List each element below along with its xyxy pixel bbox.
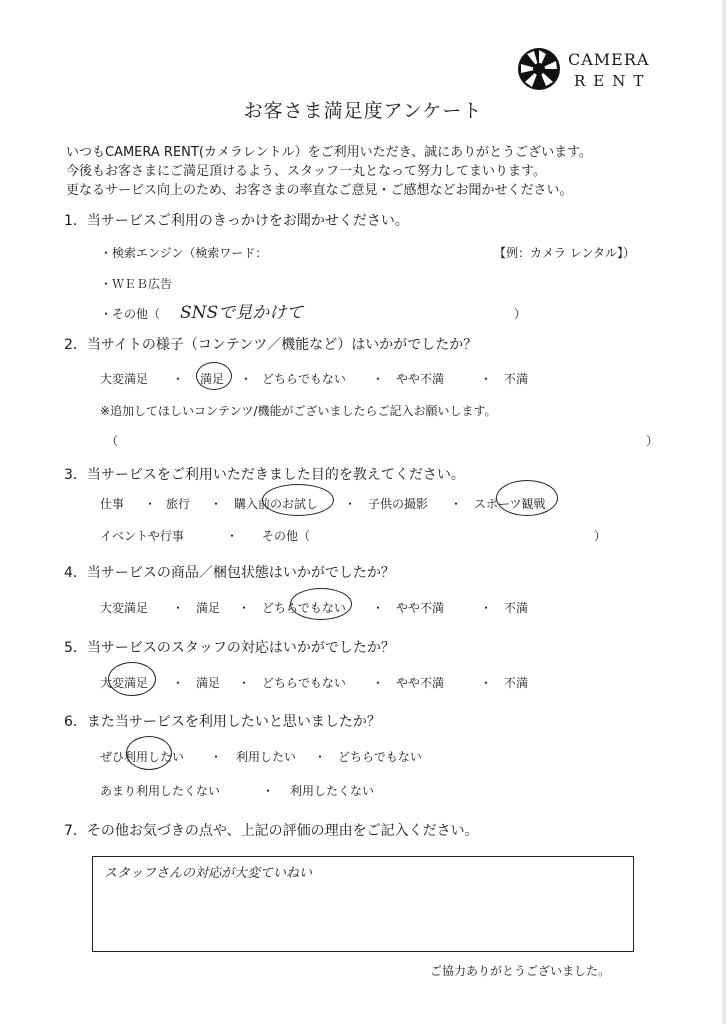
separator: ・	[144, 497, 157, 511]
q6-opt-would-use: 利用したい	[236, 750, 297, 764]
q6-opt-would-not: 利用したくない	[290, 784, 375, 798]
q1-option-search: ・検索エンジン（検索ワード：	[100, 246, 268, 260]
q6-opt-definitely: ぜひ利用したい	[100, 750, 185, 764]
separator: ・	[172, 601, 185, 615]
separator: ・	[226, 529, 239, 543]
intro-line-2: 今後もお客さまにご満足頂けるよう、スタッフ一丸となって努力してまいります。	[66, 164, 546, 179]
separator: ・	[172, 676, 185, 690]
q2-opt-dissatisfied: 不満	[504, 372, 529, 386]
q1-handwritten-answer: SNSで見かけて	[180, 303, 304, 323]
q5-opt-very-satisfied: 大変満足	[100, 676, 149, 690]
q3-opt-events: イベントや行事	[100, 529, 185, 543]
separator: ・	[210, 497, 223, 511]
separator: ・	[372, 601, 385, 615]
q6-question: 6．また当サービスを利用したいと思いましたか？	[64, 714, 381, 730]
q2-opt-satisfied: 満足	[200, 372, 225, 386]
separator: ・	[480, 676, 493, 690]
separator: ・	[450, 497, 463, 511]
q2-selected-circle	[196, 362, 232, 390]
q3-question: 3．当サービスをご利用いただきました目的を教えてください。	[64, 467, 465, 483]
separator: ・	[372, 372, 385, 386]
q2-open-paren: （	[106, 434, 119, 448]
q4-opt-satisfied: 満足	[196, 601, 221, 615]
q7-question: 7．その他お気づきの点や、上記の評価の理由をご記入ください。	[64, 823, 479, 839]
q6-opt-not-really: あまり利用したくない	[100, 784, 221, 798]
q4-opt-very-satisfied: 大変満足	[100, 601, 149, 615]
q5-opt-satisfied: 満足	[196, 676, 221, 690]
q3-opt-sports: スポーツ観戦	[474, 497, 546, 511]
q4-opt-dissatisfied: 不満	[504, 601, 529, 615]
q3-opt-trial-before-purchase: 購入前のお試し	[234, 497, 319, 511]
q1-option-other: ・その他（	[100, 307, 161, 321]
q3-opt-other: その他（	[262, 529, 311, 543]
q1-close-paren: ）	[514, 307, 527, 321]
separator: ・	[344, 497, 357, 511]
separator: ・	[210, 750, 223, 764]
q4-opt-neutral: どちらでもない	[262, 601, 346, 615]
q5-opt-dissatisfied: 不満	[504, 676, 529, 690]
separator: ・	[240, 372, 253, 386]
intro-line-3: 更なるサービス向上のため、お客さまの率直なご意見・ご感想などお聞かせください。	[66, 183, 573, 198]
separator: ・	[238, 676, 251, 690]
q5-question: 5．当サービスのスタッフの対応はいかがでしたか？	[64, 640, 395, 656]
q2-opt-neutral: どちらでもない	[262, 372, 346, 386]
separator: ・	[480, 601, 493, 615]
logo-line2: RENT	[574, 72, 652, 90]
q4-selected-circle	[290, 588, 352, 620]
intro-line-1: いつもCAMERA RENT(カメラレントル）をご利用いただき、誠にありがとうございます。	[66, 145, 593, 160]
q2-opt-very-satisfied: 大変満足	[100, 372, 149, 386]
page-title: お客さま満足度アンケート	[243, 100, 483, 122]
scan-edge	[722, 0, 726, 1024]
q3-close-paren: ）	[594, 529, 607, 543]
q5-opt-somewhat-dissatisfied: やや不満	[396, 676, 445, 690]
q1-search-example: 【例：カメラ レンタル】）	[494, 246, 636, 260]
q4-question: 4．当サービスの商品／梱包状態はいかがでしたか？	[64, 565, 395, 581]
separator: ・	[314, 750, 327, 764]
q3-selected-circle-sports	[496, 480, 558, 516]
separator: ・	[480, 372, 493, 386]
q1-question: 1．当サービスご利用のきっかけをお聞かせください。	[64, 213, 409, 229]
closing-thanks: ご協力ありがとうございました。	[430, 964, 611, 978]
q6-opt-neutral: どちらでもない	[338, 750, 422, 764]
q1-option-web: ・ＷＥＢ広告	[100, 277, 173, 291]
separator: ・	[238, 601, 251, 615]
q5-selected-circle	[108, 662, 156, 696]
separator: ・	[262, 784, 275, 798]
q3-opt-children-photos: 子供の撮影	[368, 497, 429, 511]
q2-note: ※追加してほしいコンテンツ/機能がございましたらご記入お願いします。	[100, 404, 497, 418]
q4-opt-somewhat-dissatisfied: やや不満	[396, 601, 445, 615]
separator: ・	[372, 676, 385, 690]
q7-handwritten-answer: スタッフさんの対応が大変ていねい	[104, 866, 313, 881]
q6-selected-circle	[126, 736, 172, 770]
logo-line1: CAMERA	[568, 50, 650, 69]
q3-selected-circle-trial	[262, 484, 334, 516]
q5-opt-neutral: どちらでもない	[262, 676, 346, 690]
q2-close-paren: ）	[646, 434, 659, 448]
q3-opt-travel: 旅行	[166, 497, 191, 511]
separator: ・	[172, 372, 185, 386]
camera-aperture-logo-icon	[516, 46, 562, 92]
q3-opt-work: 仕事	[100, 497, 125, 511]
q2-question: 2．当サイトの様子（コンテンツ／機能など）はいかがでしたか？	[64, 337, 478, 353]
q2-opt-somewhat-dissatisfied: やや不満	[396, 372, 445, 386]
